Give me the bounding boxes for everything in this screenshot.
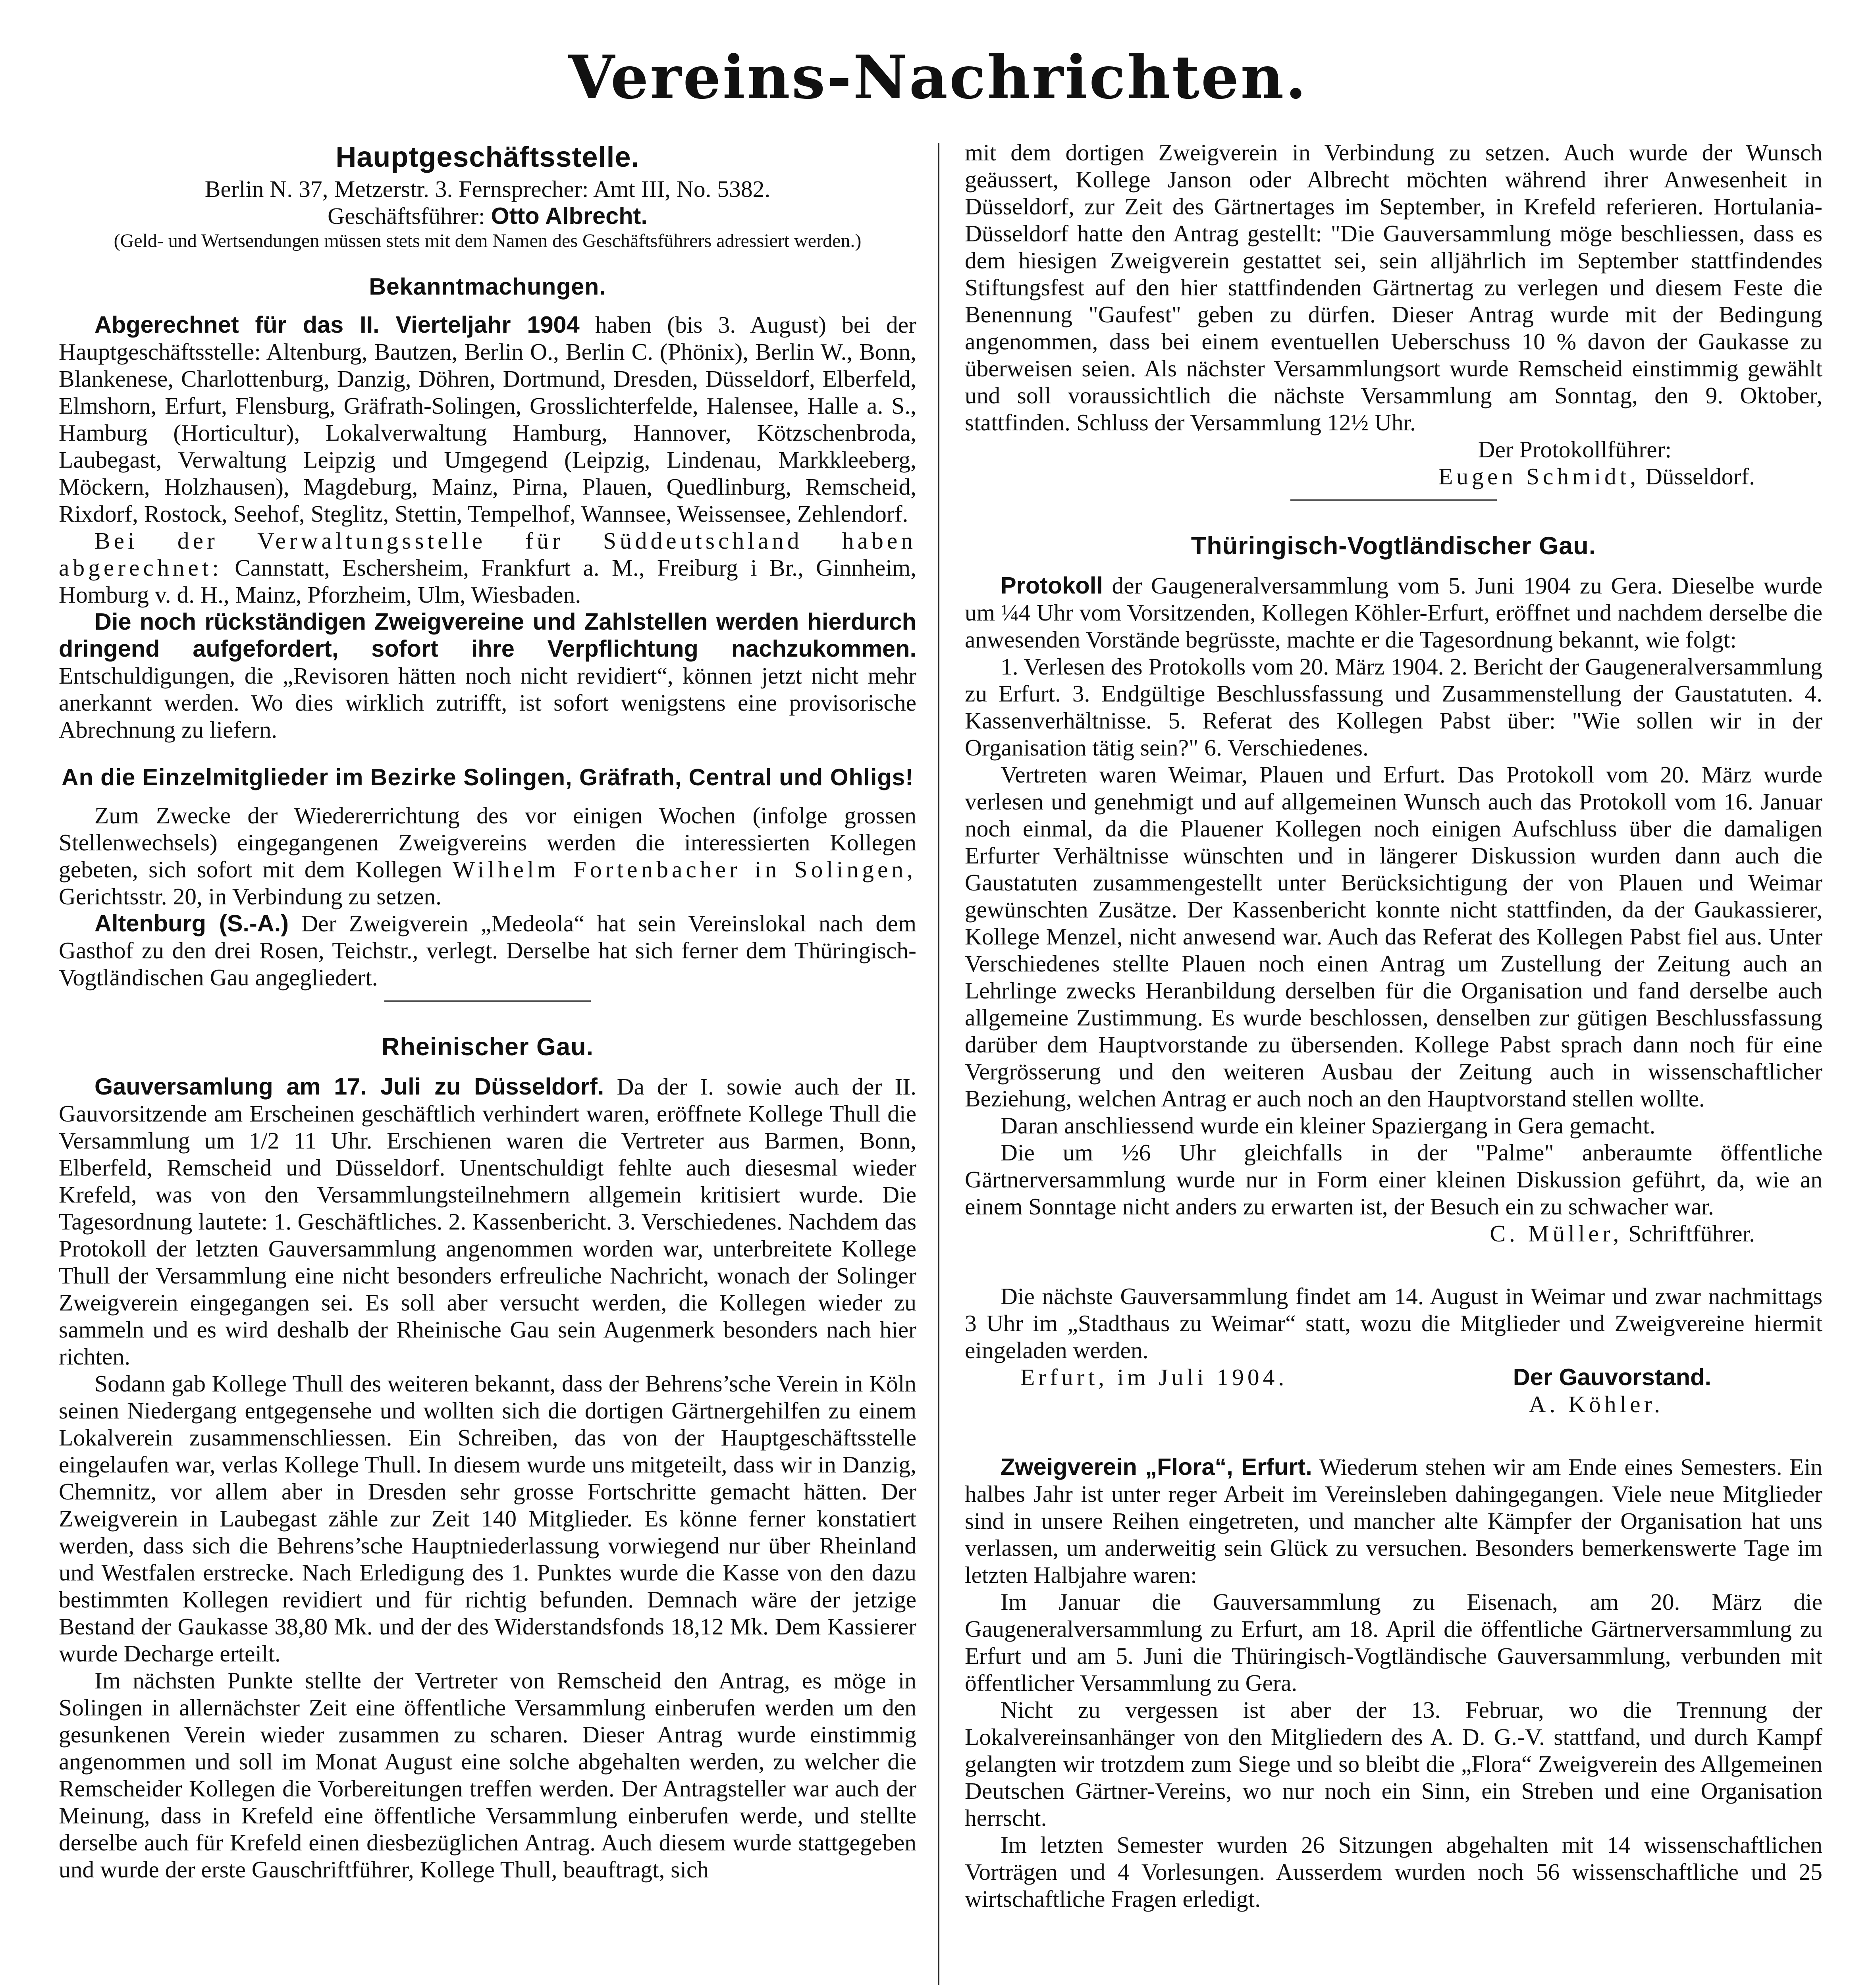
announcements-title: Bekanntmachungen. — [369, 274, 606, 300]
rhein-paragraph-1 — [59, 1073, 916, 1370]
section-separator — [384, 1000, 591, 1002]
altenburg-text: Der Zweigverein „Medeola“ hat sein Vereinslokal nach dem Gasthof zu den drei Rosen, Teichstr., verlegt. Derselbe hat sich ferner dem Thüringisch-Vogtländischen Gau angegliedert. — [59, 910, 916, 991]
thuer-signature — [965, 1220, 1822, 1247]
members-title: An die Einzelmitglieder im Bezirke Solingen, Gräfrath, Central und Ohligs! — [62, 764, 914, 790]
rhein-signature — [965, 463, 1822, 490]
flora-paragraph-4: Im letzten Semester wurden 26 Sitzungen abgehalten mit 14 wissenschaftlichen Vorträgen und 4 Vorlesungen. Ausserdem wurden noch 56 wissenschaftliche und 25 wirtschaftliche Fragen erledigt. — [965, 1832, 1822, 1912]
settled-paragraph — [59, 311, 916, 527]
thuer-paragraph-4: Daran anschliessend wurde ein kleiner Spaziergang in Gera gemacht. — [1001, 1112, 1656, 1139]
masthead-title: Vereins-Nachrichten. — [568, 42, 1308, 112]
rhein-continuation: mit dem dortigen Zweigverein in Verbindung zu setzen. Auch wurde der Wunsch geäussert, Kollege Janson oder Albrecht möchten während ihrer Anwesenheit in Düsseldorf, zur Zeit des Gärtnertages im September, in Krefeld referieren. Hortulania-Düsseldorf hatte den Antrag gestellt: "Die Gauversammlung möge beschliessen, dass es dem hiesigen Zweigverein gestattet sei, sein alljährlich im September stattfindendes Stiftungsfest auf den hier stattfindenden Gärtnertag zu verlegen und diesem Feste die Benennung "Gaufest" geben zu dürfen. Dieser Antrag wurde mit der Bedingung angenommen, dass bei einem eventuellen Ueberschuss 10 % davon der Gaukasse zu überweisen seien. Als nächster Versammlungsort wurde Remscheid einstimmig gewählt und soll voraussichtlich die nächste Versammlung am Sonntag, den 9. Oktober, stattfinden. Schluss der Versammlung 12½ Uhr. — [965, 139, 1822, 436]
settled-text: haben (bis 3. August) bei der Hauptgeschäftsstelle: Altenburg, Bautzen, Berlin O., Berlin C. (Phönix), Berlin W., Bonn, Blankenese, Charlottenburg, Danzig, Döhren, Dortmund, Dresden, Düsseldorf, Elberfeld, Elmshorn, Erfurt, Flensburg, Gräfrath-Solingen, Grosslichterfelde, Halensee, Halle a. S., Hamburg (Horticultur), Lokalverwaltung Hamburg, Hannover, Kötzschenbroda, Laubegast, Verwaltung Leipzig und Umgegend (Leipzig, Lindenau, Markkleeberg, Möckern, Holzhausen), Magdeburg, Mainz, Pirna, Plauen, Quedlinburg, Remscheid, Rixdorf, Rostock, Seehof, Steglitz, Stettin, Tempelhof, Wannsee, Weissensee, Zehlendorf. — [59, 312, 916, 527]
flora-paragraph-3: Nicht zu vergessen ist aber der 13. Februar, wo die Trennung der Lokalvereinsanhänger von den Mitgliedern des A. D. G.-V. stattfand, und durch Kampf gelangten wir trotzdem zum Siege und so bleibt die „Flora“ Zweigverein des Allgemeinen Deutschen Gärtner-Vereins, wo nur noch ein Sinn, ein Streben und eine Organisation herrscht. — [965, 1697, 1822, 1831]
thuer-lead: Protokoll — [1001, 572, 1103, 599]
board-name-text: A. Köhler. — [1529, 1391, 1664, 1417]
rhein-paragraph-3: Im nächsten Punkte stellte der Vertreter von Remscheid den Antrag, es möge in Solingen in allernächster Zeit eine öffentliche Versammlung einberufen werden um den gesunkenen Verein wieder zusammen zu scharen. Dieser Antrag wurde einstimmig angenommen und soll im Monat August eine solche abgehalten werden, zu welcher die Remscheider Kollegen die Vorbereitungen treffen werden. Der Antragsteller war auch der Meinung, dass in Krefeld eine öffentliche Versammlung einberufen werde, und stellte derselbe auch für Krefeld einen diesbezüglichen Antrag. Auch diesem wurde stattgegeben und wurde der erste Gauschriftführer, Kollege Thull, beauftragt, sich — [59, 1667, 916, 1883]
flora-paragraph-1 — [965, 1453, 1822, 1588]
rhein-signature-role: Der Protokollführer: — [1478, 436, 1672, 463]
next-meeting-paragraph: Die nächste Gauversammlung findet am 14. August in Weimar und zwar nachmittags 3 Uhr im „Stadthaus zu Weimar“ statt, wozu die Mitglieder und Zweigvereine hiermit eingeladen werden. — [965, 1283, 1822, 1363]
thuer-title: Thüringisch-Vogtländischer Gau. — [1191, 532, 1596, 560]
settled-lead: Abgerechnet für das II. Vierteljahr 1904 — [94, 311, 580, 338]
column-divider — [938, 143, 939, 1985]
arrears-text: Entschuldigungen, die „Revisoren hätten noch nicht revidiert“, können jetzt nicht mehr anerkannt werden. Wo dies wirklich zutrifft, ist sofort wenigstens eine provisorische Abrechnung zu liefern. — [59, 663, 916, 743]
rhein-paragraph-2: Sodann gab Kollege Thull des weiteren bekannt, dass der Behrens’sche Verein in Köln seinen Niedergang entgegensehe und wollten sich die dortigen Gärtnergehilfen zu einem Lokalverein zusammenschliessen. Ein Schreiben, das von der Hauptgeschäftsstelle eingelaufen war, verlas Kollege Thull. In diesem wurde uns mitgeteilt, dass wir in Danzig, Chemnitz, vor allem aber in Dresden sehr grosse Fortschritte gemacht hätten. Der Zweigverein in Laubegast zähle zur Zeit 140 Mitglieder. Es könne ferner konstatiert werden, dass sich die Behrens’sche Hauptniederlassung vorwiegend nur über Rheinland und Westfalen erstrecke. Nach Erledigung des 1. Punktes wurde die Kasse von den dazu bestimmten Kollegen revidiert und für richtig befunden. Demnach wäre der jetzige Bestand der Gaukasse 38,80 Mk. und der des Widerstandsfonds 18,12 Mk. Dem Kassierer wurde Decharge erteilt. — [59, 1370, 916, 1667]
members-text-2: Gerichtsstr. 20, in Verbindung zu setzen. — [59, 883, 442, 910]
flora-lead: Zweigverein „Flora“, Erfurt. — [1001, 1453, 1312, 1480]
rhein-lead: Gauversamlung am 17. Juli zu Düsseldorf. — [94, 1073, 604, 1100]
rhein-signature-place: Düsseldorf. — [1645, 463, 1755, 490]
arrears-paragraph — [59, 608, 916, 743]
right-column — [965, 139, 1822, 1985]
board-place: Erfurt, im Juli 1904. — [1020, 1364, 1288, 1390]
altenburg-lead: Altenburg (S.-A.) — [94, 910, 289, 937]
thuer-paragraph-3: Vertreten waren Weimar, Plauen und Erfurt. Das Protokoll vom 20. März wurde verlesen und genehmigt und auf allgemeinen Wunsch auch das Protokoll vom 16. Januar noch einmal, da die Plauener Kollegen noch einigen Aufschluss über die damaligen Erfurter Verhältnisse wünschten und in längerer Diskussion wurden dann auch die Gaustatuten zusammengestellt unter Berücksichtigung der von Plauen und Weimar gewünschten Zusätze. Der Kassenbericht konnte nicht stattfinden, da der Gaukassierer, Kollege Menzel, nicht anwesend war. Auch das Referat des Kollegen Pabst fiel aus. Unter Verschiedenes stellte Plauen noch einen Antrag um Zustellung der Zeitung auch an Lehrlinge zwecks Heranbildung derselben für die Organisation und fand derselbe auch allgemeine Zustimmung. Es wurde beschlossen, denselben zur gütigen Beschlussfassung darüber dem Hauptvorstande zu übersenden. Kollege Pabst sprach dann noch für eine Vergrösserung und den weiteren Ausbau der Zeitung auch in wissenschaftlicher Beziehung, welchen Antrag er auch noch an den Hauptvorstand stellen wollte. — [965, 761, 1822, 1112]
rhein-title: Rheinischer Gau. — [381, 1033, 594, 1061]
members-paragraph — [59, 802, 916, 910]
flora-text-1: Wiederum stehen wir am Ende eines Semesters. Ein halbes Jahr ist unter reger Arbeit im Vereinsleben dahingegangen. Viele neue Mitglieder sind in unsere Reihen eingetreten, und mancher alte Kämpfer der Organisation hat uns verlassen, um anderweitig sein Glück zu versuchen. Besonders bemerkenswerte Tage im letzten Halbjahre waren: — [965, 1454, 1822, 1588]
board-name — [965, 1391, 1822, 1418]
thuer-signature-role: Schriftführer. — [1628, 1220, 1755, 1247]
members-name: Wilhelm Fortenbacher in Solingen, — [452, 856, 916, 883]
rhein-signature-name: Eugen Schmidt, — [1438, 463, 1640, 490]
left-column — [59, 139, 916, 1985]
rhein-text-1: Da der I. sowie auch der II. Gauvorsitzende am Erscheinen geschäftlich verhindert waren, eröffnete Kollege Thull die Versammlung um 1/2 11 Uhr. Erschienen waren die Vertreter aus Barmen, Bonn, Elberfeld, Remscheid und Düsseldorf. Unentschuldigt fehlte auch diesesmal wieder Krefeld, was von den Versammlungsteilnehmern allgemein kritisiert wurde. Die Tagesordnung lautete: 1. Geschäftliches. 2. Kassenbericht. 3. Verschiedenes. Nachdem das Protokoll der letzten Gauversammlung angenommen worden war, unterbreitete Kollege Thull der Versammlung eine nicht besonders erfreuliche Nachricht, wonach der Solinger Zweigverein eingegangen sei. Es soll aber versucht werden, die Kollegen wieder zu sammeln und es wird deshalb der Rheinische Gau sein Augenmerk besonders nach hier richten. — [59, 1073, 916, 1370]
thuer-signature-name: C. Müller, — [1490, 1220, 1623, 1247]
office-manager — [59, 202, 916, 229]
office-address: Berlin N. 37, Metzerstr. 3. Fernsprecher: Amt III, No. 5382. — [204, 176, 771, 202]
flora-paragraph-2: Im Januar die Gauversammlung zu Eisenach, am 20. März die Gaugeneralversammlung zu Erfurt, am 18. April die öffentliche Gärtnerversammlung zu Erfurt und am 5. Juni die Thüringisch-Vogtländische Gauversammlung, verbunden mit öffentlicher Versammlung zu Gera. — [965, 1589, 1822, 1696]
board-signature-row — [965, 1364, 1822, 1391]
office-title: Hauptgeschäftsstelle. — [335, 141, 640, 173]
section-separator — [1290, 499, 1497, 501]
arrears-lead: Die noch rückständigen Zweigvereine und Zahlstellen werden hierdurch dringend aufgefordert, sofort ihre Verpflichtung nachzukommen. — [59, 608, 916, 662]
thuer-paragraph-5: Die um ½6 Uhr gleichfalls in der "Palme" anberaumte öffentliche Gärtnerversammlung wurde nur in Form einer kleinen Diskussion geführt, da, wie an einem Sonntage nicht anders zu erwarten ist, der Besuch ein zu schwacher war. — [965, 1139, 1822, 1220]
office-manager-name: Otto Albrecht. — [491, 202, 648, 229]
altenburg-paragraph — [59, 910, 916, 991]
thuer-paragraph-1 — [965, 572, 1822, 653]
office-manager-prefix: Geschäftsführer: — [328, 203, 485, 229]
office-note: (Geld- und Wertsendungen müssen stets mit dem Namen des Geschäftsführers adressiert werden.) — [114, 230, 862, 251]
members-text-1: Zum Zwecke der Wiedererrichtung des vor einigen Wochen (infolge grossen Stellenwechsels) eingegangenen Zweigvereins werden die interessierten Kollegen gebeten, sich sofort mit dem Kollegen — [59, 802, 916, 883]
board-title: Der Gauvorstand. — [1513, 1364, 1711, 1390]
thuer-text-1: der Gaugeneralversammlung vom 5. Juni 1904 zu Gera. Dieselbe wurde um ¼4 Uhr vom Vorsitzenden, Kollegen Köhler-Erfurt, eröffnet und nachdem derselbe die anwesenden Vorstände begrüsste, machte er die Tagesordnung bekannt, wie folgt: — [965, 572, 1822, 653]
thuer-paragraph-2: 1. Verlesen des Protokolls vom 20. März 1904. 2. Bericht der Gaugeneralversammlung zu Erfurt. 3. Endgültige Beschlussfassung und Zusammenstellung der Gaustatuten. 4. Kassenverhältnisse. 5. Referat des Kollegen Pabst über: "Wie sollen wir in der Organisation tätig sein?" 6. Verschiedenes. — [965, 653, 1822, 761]
south-paragraph — [59, 527, 916, 608]
south-text: Cannstatt, Eschersheim, Frankfurt a. M., Freiburg i Br., Ginnheim, Homburg v. d. H., Mainz, Pforzheim, Ulm, Wiesbaden. — [59, 555, 916, 608]
south-lead: Bei der Verwaltungsstelle für Süddeutschland haben abgerechnet: — [59, 528, 916, 581]
